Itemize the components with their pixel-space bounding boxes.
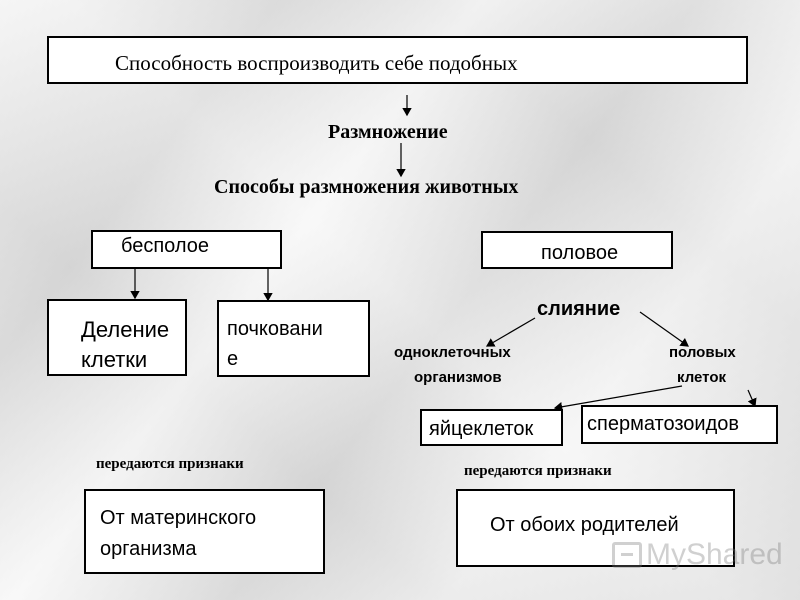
fusion-label: слияние [537,298,621,320]
definition-box [47,36,748,84]
watermark [612,538,783,572]
maternal-organism-box [84,489,325,574]
maternal-line2: организма [100,538,197,560]
traits-passed-right: передаются признаки [464,463,612,479]
egg-cells-label: яйцеклеток [429,418,534,440]
sexual-label: половое [541,242,619,264]
unicellular-line2: организмов [414,369,502,386]
sex-cells-line1: половых [669,344,736,361]
reproduction-heading: Размножение [328,121,448,143]
definition-text: Способность воспроизводить себе подобных [115,51,518,75]
cell-division-line2: клетки [81,347,148,372]
asexual-box [91,230,282,269]
arrow-sex-cells-to-sperm [748,390,755,406]
sperm-box [581,405,778,444]
methods-heading: Способы размножения животных [214,176,519,198]
sexual-box [481,231,673,269]
cell-division-box [47,299,187,376]
sex-cells-line2: клеток [677,369,726,386]
sperm-label: сперматозоидов [587,413,740,435]
arrow-fusion-to-unicellular [487,318,535,346]
egg-cells-box [420,409,563,446]
maternal-line1: От материнского [100,507,257,529]
both-parents-label: От обоих родителей [490,514,679,536]
budding-line1: почковани [227,318,323,340]
traits-passed-left: передаются признаки [96,456,244,472]
cell-division-line1: Деление [81,317,170,342]
budding-box [217,300,370,377]
budding-line2: е [227,348,239,370]
watermark-text: MyShared [646,538,783,571]
watermark-logo-icon [612,542,642,568]
asexual-label: бесполое [121,235,210,257]
arrow-fusion-to-sex-cells [640,312,688,346]
unicellular-line1: одноклеточных [394,344,511,361]
